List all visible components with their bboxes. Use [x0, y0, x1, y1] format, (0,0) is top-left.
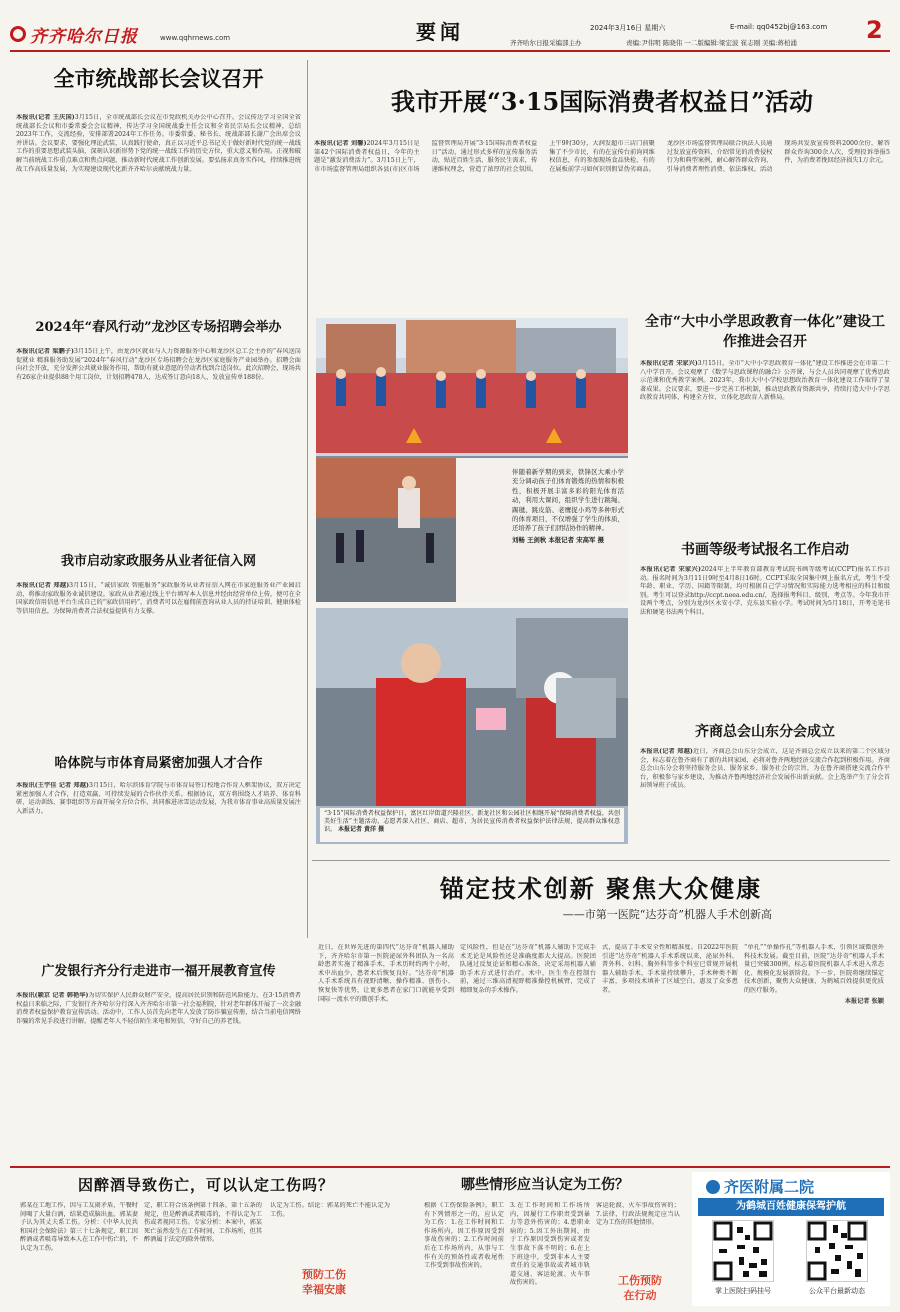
- community-event-image: [316, 608, 628, 806]
- photo-caption: [320, 808, 624, 842]
- article-injury-cases: [404, 1174, 686, 1304]
- article-united-front: [16, 62, 301, 314]
- hospital-ad: [692, 1172, 890, 1306]
- qr-code-official-icon[interactable]: [806, 1220, 868, 1282]
- feature-body-col3: 式，提高了手术安全性和精准度。自2022年医院引进“达芬奇”机器人手术系统以来，泌尿外科、普外科、妇科、胸外科等多个科室已常规开展机器人辅助手术，手术量持续攀升，手术种类不断丰富，多项技术填补了区域空白，惠及了众多患者。: [602, 944, 738, 994]
- article-body: [16, 114, 301, 314]
- caption-text: “3·15”国际消费者权益保护日，富区红岸街道兴隆社区、新龙社区和公园社区相继开展“保障消费者权益，共创美好生活”主题活动，志愿者深入社区、商店、超市，为居民宣传消费者权益保护法律法规，提高群众维权意识。: [324, 810, 620, 833]
- article-text: 3月15日，哈尔滨体育学院与市体育局签订校地合作育人框架协议，双方决定紧密加强人才合作，打造双赢、可持续发展的合作伙伴关系。根据协议，双方将围绕人才培养、体育科研、运动训练、赛事组织等方面开展全方位合作，共同推进冰雪运动发展，为我市体育事业高质量发展注入新活力。: [16, 782, 301, 815]
- article-text: 2024年3月15日是第42个国际消费者权益日，今年的主题是“激发消费活力”。3月15日上午，市市场监督管理局组织各县(市)区市场监督管理局开展“3·15国际消费者权益日”活动，通过形式多样的宣传服务活动，贴近百姓生活、服务民生需求，传递维权理念，营造了浓厚的社会氛围。上午9时30分，大润发超市三店门前聚集了不少市民，有的在宣传台前询问维权信息，有的参加现场食品快检，有的在展板前学习如何识别假冒伪劣商品。龙沙区市场监督管理局联合执法人员通过发放宣传资料、介绍常见的消费侵权行为和典型案例，耐心解答群众咨询，引导消费者理性消费、依法维权。活动现场共发放宣传资料2000余份，解答群众咨询300余人次，受理投诉举报5件，为消费者挽回经济损失1万余元。: [314, 140, 890, 173]
- page-number: 2: [866, 16, 883, 44]
- article-body: [640, 360, 890, 526]
- article-body: [16, 782, 301, 952]
- article-title: 广发银行齐分行走进市一福开展教育宣传: [41, 964, 276, 979]
- article-title: 哪些情形应当认定为工伤？: [461, 1177, 629, 1193]
- article-col1: 郭某在工地工作，因与工友闹矛盾，午餐时间喝了大量白酒，结果造成脑出血。郭某妻子认为其丈夫系工伤。分析：《中华人民共和国社会保险法》第三十七条规定，职工因醉酒或者吸毒导致本人在工作中伤亡的，不认定为工伤。: [20, 1202, 138, 1252]
- stamp-graphic: [600, 1248, 680, 1300]
- article-consumer-rights: [314, 82, 890, 278]
- feature-body-col1: 近日，在世界先进的第四代“达芬奇”机器人辅助下，齐齐哈尔市第一医院泌尿外科团队为一名高龄患者实施了精准手术，手术历时约两个小时，术中出血少，患者术后恢复良好。“达芬奇”机器人手术系统具有视野清晰、操作精准、创伤小、恢复快等优势，让更多患者在家门口就能享受到国际一流水平的微创手术。: [318, 944, 454, 1003]
- article-body: [640, 748, 890, 858]
- date-line: 2024年3月16日 星期六: [590, 24, 666, 32]
- article-text: 3月15日，全市“大中小学思政教育一体化”建设工作推进会在市第二十八中学召开。会议观摩了《数学与思政课程的融合》公开课，与会人员共同观摩了优秀思政示范课和优秀教学案例。2023年，我市大中小学校思想政治教育一体化建设工作取得了显著成果。会议要求，要进一步完善工作机制，推动思政教育资源共享，持续打造大中小学思政教育共同体，构建全方位、立体化思政育人新格局。: [640, 360, 890, 402]
- article-text: 2024年上半年教育部教育考试院书画等级考试(CCPT)报名工作启动。报名时间为3月11日9时至4月8日16时。CCPT采取全国集中网上报名方式，考生不受年龄、职业、学历、国籍等限制，均可根据自己学习情况和实际能力选考相应的科目和级别。考生可以登录http://ccpt.neea.edu.cn/，选择报考科目、级别、考点等。今年我市开设两个考点，分别为龙沙区永安小学、克东县实验小学。考试时间为5月18日，开考毛笔书法和硬笔书法两个科目。: [640, 566, 890, 616]
- article-col1: 根据《工伤保险条例》，职工有下列情形之一的，应认定为工伤：1.在工作时间和工作场所内，因工作原因受到事故伤害的；2.工作时间前后在工作场所内，从事与工作有关的预备性或者收尾性工作受到事故伤害的。: [424, 1202, 504, 1270]
- photo-community-event: [316, 608, 628, 844]
- lead-title: 我市开展“3·15国际消费者权益日”活动: [390, 87, 814, 116]
- stamp-text: 预防工伤 幸福安康: [302, 1268, 346, 1296]
- article-body: [16, 582, 301, 742]
- article-byline: 本报讯(记者 王庆国): [16, 114, 75, 121]
- photo-caption: [512, 468, 624, 598]
- article-col3: 认定为工伤。结论：郭某的死亡不能认定为工伤。: [270, 1202, 390, 1218]
- article-body: [16, 992, 301, 1170]
- article-calligraphy-exam: [640, 540, 890, 694]
- masthead-rule: [10, 50, 890, 52]
- article-spring-recruit: [16, 318, 301, 528]
- photo-credit: 刘畅 王剑秋 本报记者 宋高军 摄: [512, 535, 604, 544]
- column-divider: [307, 60, 308, 938]
- article-title: 全市“大中小学思政教育一体化”建设工作推进会召开: [644, 314, 886, 350]
- article-drunk-injury: [16, 1174, 396, 1304]
- article-text: 3月15日，“诚信家政 智能服务”家政服务从业者征信入网在市家庭服务业产业园启动，将推动家政服务业诚信建设。家政从业者通过线上平台填写本人信息并经由经营单位上传，便可在全国家政信用信息平台生成自己的“家政信用码”，消费者可以在雇佣前查询从业人员的持证培训、健康体检等信用信息，为保障消费者合法权益提供有力支撑。: [16, 582, 301, 615]
- article-byline: 本报讯(记者 刘馨): [314, 140, 367, 147]
- hospital-slogan: 为鹤城百姓健康保驾护航: [698, 1198, 884, 1216]
- article-body: [16, 348, 301, 528]
- article-text: 为切实保护人民群众财产安全，提高居民识别和防范风险能力，在3·15消费者权益日来临之际，广发银行齐齐哈尔分行深入齐齐哈尔市第一社会福利院，针对老年群体开展了一次金融消费者权益保护教育宣传活动。活动中，工作人员首先向老年人发放了防诈骗宣传册，结合当前电信网络诈骗的常见手段进行讲解，提醒老年人不轻信陌生来电和短信，守好自己的养老钱。: [16, 992, 301, 1025]
- article-title: 书画等级考试报名工作启动: [681, 542, 849, 558]
- article-title: 齐商总会山东分会成立: [695, 724, 835, 740]
- qr-label-official: 公众平台最新动态: [809, 1287, 865, 1295]
- hospital-logo-icon: [706, 1180, 720, 1194]
- article-chamber-shandong: [640, 722, 890, 858]
- article-domestic-credit: [16, 552, 301, 742]
- article-col2: 定，职工符合该条例第十四条、第十五条的规定，但是醉酒或者吸毒的，不得认定为工伤或者视同工伤。专家分析：本案中，郭某死亡虽然发生在工作时间、工作场所，但其醉酒属于法定的除外情形。: [144, 1202, 262, 1244]
- qr-code-register-icon[interactable]: [712, 1220, 774, 1282]
- section-title: 要闻: [416, 20, 464, 44]
- feature-text: “单孔”“单操作孔”等机器人手术，引领区域微创外科技术发展。截至目前，医院“达芬奇”机器人手术量已突破300例，标志着医院机器人手术进入常态化、规模化发展新阶段。下一步，医院将继续锚定技术创新，聚焦大众健康，为鹤城百姓提供更优质的医疗服务。: [744, 944, 884, 994]
- article-byline: 本报讯(记者 宋家兴): [640, 360, 698, 367]
- editors: 责编:尹伟明 陈晓伟 一二版编辑:梁宏波 崔志刚 美编:蒋柏涌: [626, 39, 797, 47]
- article-title: 哈体院与市体育局紧密加强人才合作: [54, 756, 263, 771]
- stamp-graphic: [276, 1240, 372, 1298]
- article-byline: 本报讯(记者 郑越): [640, 748, 693, 755]
- newspaper-logo: 齐齐哈尔日报: [30, 27, 138, 47]
- article-byline: 本报讯(王宇佳 记者 郑越): [16, 782, 89, 789]
- feature-credit: 本报记者 张颖: [844, 997, 884, 1005]
- article-byline: 本报讯(记者 宋家兴): [640, 566, 701, 573]
- article-col3: 客运轮渡、火车事故伤害的；7.法律、行政法规规定应当认定为工伤的其他情形。: [596, 1202, 680, 1227]
- photo-school-sports: [316, 318, 628, 602]
- qr-label-register: 掌上医院扫码挂号: [715, 1287, 771, 1295]
- article-byline: 本报讯(记者 郑越): [16, 582, 70, 589]
- section-rule: [312, 860, 890, 861]
- stamp-text: 工伤预防 在行动: [618, 1274, 662, 1302]
- article-text: 3月15日上午，由龙沙区就业与人力资源服务中心和龙沙区总工会主办的“春风送岗促就业 精准服务助发展”2024年“春风行动”龙沙区专场招聘会在龙沙区家庭服务产业园举办。招聘会面向社会开放，充分发挥公共就业服务作用，帮助有就业意愿的劳动者找到合适岗位。此次招聘会，现场共有26家企业提供88个用工岗位，计划招聘478人，达成签订意向18人，发放宣传单188份。: [16, 348, 301, 381]
- newspaper-logo-icon: [10, 26, 26, 42]
- article-title: 2024年“春风行动”龙沙区专场招聘会举办: [35, 320, 282, 335]
- feature-title: 锚定技术创新 聚焦大众健康: [439, 874, 763, 903]
- feature-body-col2: 定风险性，但是在“达芬奇”机器人辅助下完成手术无论是风险性还是准确度都大大提高。医院团队通过反复论证和精心准备，决定采用机器人辅助手术方式进行治疗。术中，医生坐在控制台前，通过三维高清视野精准操控机械臂，完成了精细复杂的手术操作。: [460, 944, 596, 994]
- article-ideology-edu: [640, 312, 890, 526]
- feature-body-col4: [744, 944, 884, 1152]
- article-title: 全市统战部长会议召开: [53, 66, 264, 91]
- hospital-name: 齐医附属二院: [724, 1178, 815, 1196]
- article-byline: 本报讯(颖京 记者 韩艳华): [16, 992, 89, 999]
- article-col2: 3.在工作时间和工作场所内，因履行工作职责受到暴力等意外伤害的；4.患职业病的；5.因工外出期间，由于工作原因受到伤害或者发生事故下落不明的；6.在上下班途中，受到非本人主要责任的交通事故或者城市轨道交通、客运轮渡、火车事故伤害的。: [510, 1202, 590, 1287]
- article-title: 因醉酒导致伤亡，可以认定工伤吗？: [77, 1176, 334, 1194]
- article-text: 近日，齐商总会山东分会成立，这是齐商总会成立以来的第二个区域分会，标志着在鲁齐商有了新的共同家园，必将对鲁齐两地经济交流合作起到积极作用。齐商总会山东分会将坚持服务会员、服务家乡、服务社会的宗旨，为在鲁齐商搭建交流合作平台，积极参与家乡建设，为推动齐鲁两地经济社会发展作出新贡献。会上选举产生了分会首届领导班子成员。: [640, 748, 890, 790]
- feature-subtitle: ——市第一医院“达芬奇”机器人手术创新高: [562, 908, 772, 921]
- email: E-mail: qq0452bj@163.com: [730, 23, 828, 31]
- article-byline: 本报讯(记者 梁鹏子): [16, 348, 74, 355]
- article-sports-talent: [16, 754, 301, 952]
- article-title: 我市启动家政服务从业者征信入网: [60, 554, 256, 569]
- article-robot-surgery: [312, 872, 890, 1158]
- article-gf-bank: [16, 962, 301, 1170]
- website: www.qqhrnews.com: [160, 34, 231, 42]
- article-text: 3月15日，全市统战部长会议在市党政机关办公中心召开。会议传达学习全国全省统战部长会议和市委常委会会议精神，传达学习全国统战委主任会议和全省民宗局长会议精神，总结2023年工作，交流经验，安排部署2024年工作任务。市委常委、秘书长、统战部部长谢广会出席会议并讲话。会议要求，要强化理论武装，认真践行使命，真正以习近平总书记关于做好新时代党的统一战线工作的重要思想武装头脑，深刻认识新形势下党的统一战线工作的历史方位，重大意义和作用。正视和破解当前统战工作重点难点和焦点问题，推动新时代统战工作创新发展。要弘扬求真务实作风，持续推进统战工作高质量发展，为实现建设现代化新齐齐哈尔贡献统战力量。: [16, 114, 301, 173]
- bottom-rule: [10, 1166, 890, 1168]
- photo-credit: 本报记者 黄洋 摄: [337, 826, 385, 833]
- lead-body: [314, 140, 890, 278]
- caption-text: 伴随着新学期的到来，铁锋区大乘小学充分调动孩子们体育锻炼的热情和积极性，积极开展丰富多彩的阳光体育活动，利用大课间，组织学生进行跳绳、踢毽、跳皮筋、老鹰捉小鸡等多种形式的体育项目，不仅增强了学生的体质，还培养了孩子们团结协作的精神。: [512, 468, 624, 533]
- article-body: [640, 566, 890, 694]
- dept: 齐齐哈尔日报采编部主办: [510, 39, 582, 47]
- masthead: [0, 0, 900, 54]
